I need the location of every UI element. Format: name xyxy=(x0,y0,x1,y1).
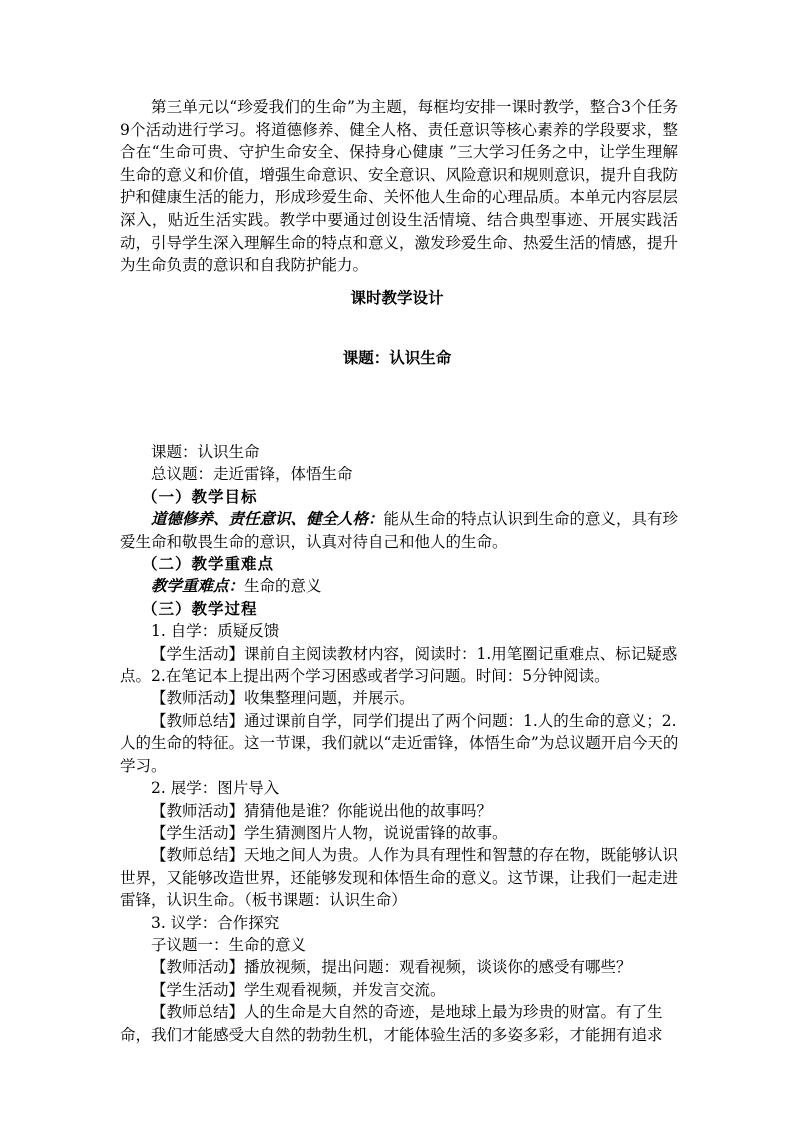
key-point-paragraph xyxy=(120,575,680,597)
activity-tag: 【教师活动】 xyxy=(151,958,245,977)
lesson-body xyxy=(120,441,680,1046)
activity-tag: 【教师活动】 xyxy=(151,801,245,820)
activity-text: 猜猜他是谁？你能说出他的故事吗？ xyxy=(244,801,493,820)
unit-intro-paragraph: 第三单元以“珍爱我们的生命”为主题，每框均安排一课时教学，整合3个任务9个活动进行学习。将道德修养、健全人格、责任意识等核心素养的学段要求，整合在“生命可贵、守护生命安全、保持身心健康 ”三大学习任务之中，让学生理解生命的意义和价值，增强生命意识、安全意识、风险意识和规则意识，提升自我防护和健康生活的能力，形成珍爱生命、关怀他人生命的心理品质。本单元内容层层深入，贴近生活实践。教学中要通过创设生活情境、结合典型事迹、开展实践活动，引导学生深入理解生命的特点和意义，激发珍爱生命、热爱生活的情感，提升为生命负责的意识和自我防护能力。 xyxy=(120,98,679,275)
step-2-heading: 2. 展学：图片导入 xyxy=(151,779,280,798)
activity-tag: 【教师总结】 xyxy=(151,1003,245,1022)
activity-tag: 【教师活动】 xyxy=(151,689,245,708)
activity-tag: 【教师总结】 xyxy=(151,711,245,730)
key-text: 生命的意义 xyxy=(244,577,322,596)
activity-tag: 【学生活动】 xyxy=(151,644,245,663)
activity-text: 课前自主阅读教材内容，阅读时：1.用笔圈记重难点、标记疑惑点。2.在笔记本上提出两个学习困惑或者学习问题。时间：5分钟阅读。 xyxy=(120,644,678,686)
step-1-teacher-summary xyxy=(120,710,680,777)
step-1-teacher-activity xyxy=(120,687,680,709)
lesson-topic: 课题：认识生命 xyxy=(151,443,260,461)
activity-text: 学生观看视频，并发言交流。 xyxy=(244,980,446,999)
activity-text: 天地之间人为贵。人作为具有理性和智慧的存在物，既能够认识世界，又能够改造世界，还能够发现和体悟生命的意义。这节课，让我们一起走进雷锋，认识生命。（板书课题：认识生命） xyxy=(120,846,679,910)
step-3-student-activity xyxy=(120,979,680,1001)
section-key-points: （二）教学重难点 xyxy=(142,554,275,574)
section-teaching-goals: （一）教学目标 xyxy=(142,486,258,506)
step-1-heading: 1. 自学：质疑反馈 xyxy=(151,622,280,641)
goal-paragraph xyxy=(120,508,680,553)
activity-tag: 【学生活动】 xyxy=(151,980,245,999)
goal-label: 道德修养、责任意识、健全人格： xyxy=(151,509,384,529)
step-2-teacher-activity xyxy=(120,800,680,822)
step-1-student-activity xyxy=(120,643,680,688)
activity-text: 人的生命是大自然的奇迹，是地球上最为珍贵的财富。有了生命，我们才能感受大自然的勃勃生机，才能体验生活的多姿多彩，才能拥有追求 xyxy=(120,1003,663,1044)
sub-issue-1: 子议题一：生命的意义 xyxy=(151,935,307,954)
key-label: 教学重难点： xyxy=(151,576,245,596)
activity-text: 学生猜测图片人物，说说雷锋的故事。 xyxy=(244,823,508,842)
step-2-student-activity xyxy=(120,822,680,844)
section-heading-lesson-design: 课时教学设计 xyxy=(350,289,444,307)
goal-text: 能从生命的特点认识到生命的意义，具有珍爱生命和敬畏生命的意识，认真对待自己和他人的生命。 xyxy=(120,510,679,551)
main-issue: 总议题：走近雷锋，体悟生命 xyxy=(151,465,353,484)
step-3-teacher-activity xyxy=(120,956,680,978)
step-3-heading: 3. 议学：合作探究 xyxy=(151,913,280,932)
activity-text: 收集整理问题，并展示。 xyxy=(244,689,415,708)
activity-text: 播放视频，提出问题：观看视频，谈谈你的感受有哪些？ xyxy=(244,958,632,977)
lesson-title-heading: 课题：认识生命 xyxy=(342,349,452,367)
activity-tag: 【教师总结】 xyxy=(151,846,245,865)
activity-tag: 【学生活动】 xyxy=(151,823,245,842)
step-3-teacher-summary xyxy=(120,1001,680,1046)
step-2-teacher-summary xyxy=(120,844,680,911)
activity-text: 通过课前自学，同学们提出了两个问题：1.人的生命的意义；2.人的生命的特征。这一节课，我们就以“走近雷锋，体悟生命”为总议题开启今天的学习。 xyxy=(120,711,679,775)
section-teaching-process: （三）教学过程 xyxy=(142,598,258,618)
